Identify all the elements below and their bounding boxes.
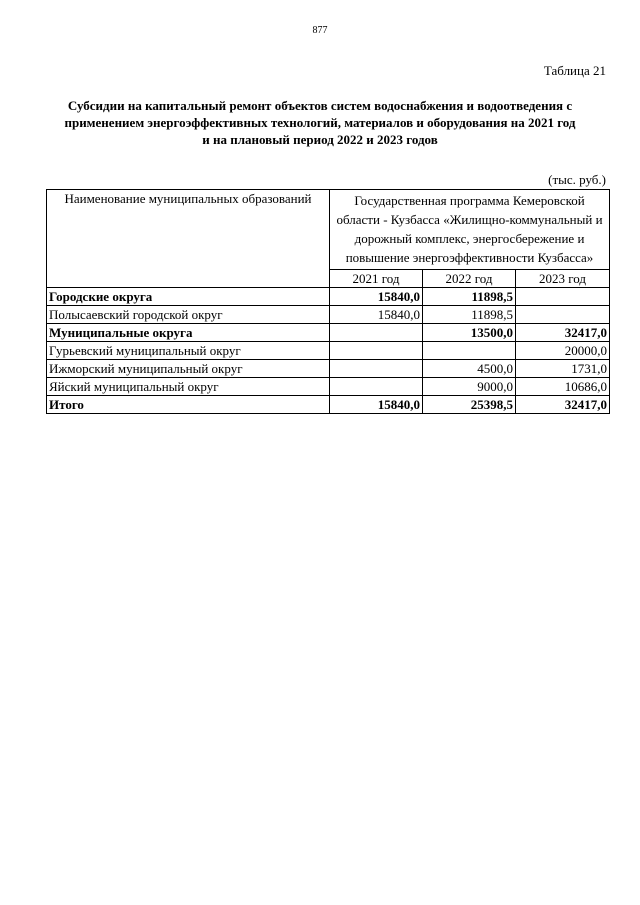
table-row	[47, 342, 610, 360]
title-line-1: Субсидии на капитальный ремонт объектов систем водоснабжения и водоотведения с	[67, 98, 573, 113]
column-header-2023: 2023 год	[516, 270, 610, 288]
value-2023: 32417,0	[516, 396, 610, 414]
value-2021: 15840,0	[330, 288, 423, 306]
table-row-total	[47, 396, 610, 414]
value-2021	[330, 342, 423, 360]
row-name: Городские округа	[47, 288, 330, 306]
row-name: Муниципальные округа	[47, 324, 330, 342]
row-name: Полысаевский городской округ	[47, 306, 330, 324]
value-2022: 9000,0	[423, 378, 516, 396]
table-row	[47, 324, 610, 342]
value-2022: 25398,5	[423, 396, 516, 414]
value-2023: 20000,0	[516, 342, 610, 360]
column-header-2021: 2021 год	[330, 270, 423, 288]
document-title	[30, 97, 610, 148]
table-row	[47, 378, 610, 396]
column-header-municipality: Наименование муниципальных образований	[47, 190, 330, 288]
value-2021	[330, 324, 423, 342]
row-name: Яйский муниципальный округ	[47, 378, 330, 396]
row-name: Гурьевский муниципальный округ	[47, 342, 330, 360]
value-2022: 13500,0	[423, 324, 516, 342]
table-body	[47, 288, 610, 414]
value-2022: 11898,5	[423, 306, 516, 324]
value-2021	[330, 360, 423, 378]
value-2022	[423, 342, 516, 360]
row-name: Ижморский муниципальный округ	[47, 360, 330, 378]
title-line-2: применением энергоэффективных технологий, материалов и оборудования на 2021 год	[64, 115, 576, 130]
row-name: Итого	[47, 396, 330, 414]
value-2021	[330, 378, 423, 396]
unit-note: (тыс. руб.)	[548, 172, 606, 187]
table-label: Таблица 21	[543, 63, 606, 78]
value-2021: 15840,0	[330, 396, 423, 414]
value-2023	[516, 288, 610, 306]
value-2022: 11898,5	[423, 288, 516, 306]
value-2023: 10686,0	[516, 378, 610, 396]
subsidy-table	[46, 189, 610, 414]
column-header-program: Государственная программа Кемеровской области - Кузбасса «Жилищно-коммунальный и дорожный комплекс, энергосбережение и повышение энергоэффективности Кузбасса»	[330, 190, 610, 270]
column-header-2022: 2022 год	[423, 270, 516, 288]
value-2021: 15840,0	[330, 306, 423, 324]
value-2023: 1731,0	[516, 360, 610, 378]
value-2022: 4500,0	[423, 360, 516, 378]
table-row	[47, 360, 610, 378]
page-number: 877	[312, 25, 328, 36]
value-2023	[516, 306, 610, 324]
title-line-3: и на плановый период 2022 и 2023 годов	[202, 132, 438, 147]
table-row	[47, 306, 610, 324]
table-row	[47, 288, 610, 306]
value-2023: 32417,0	[516, 324, 610, 342]
